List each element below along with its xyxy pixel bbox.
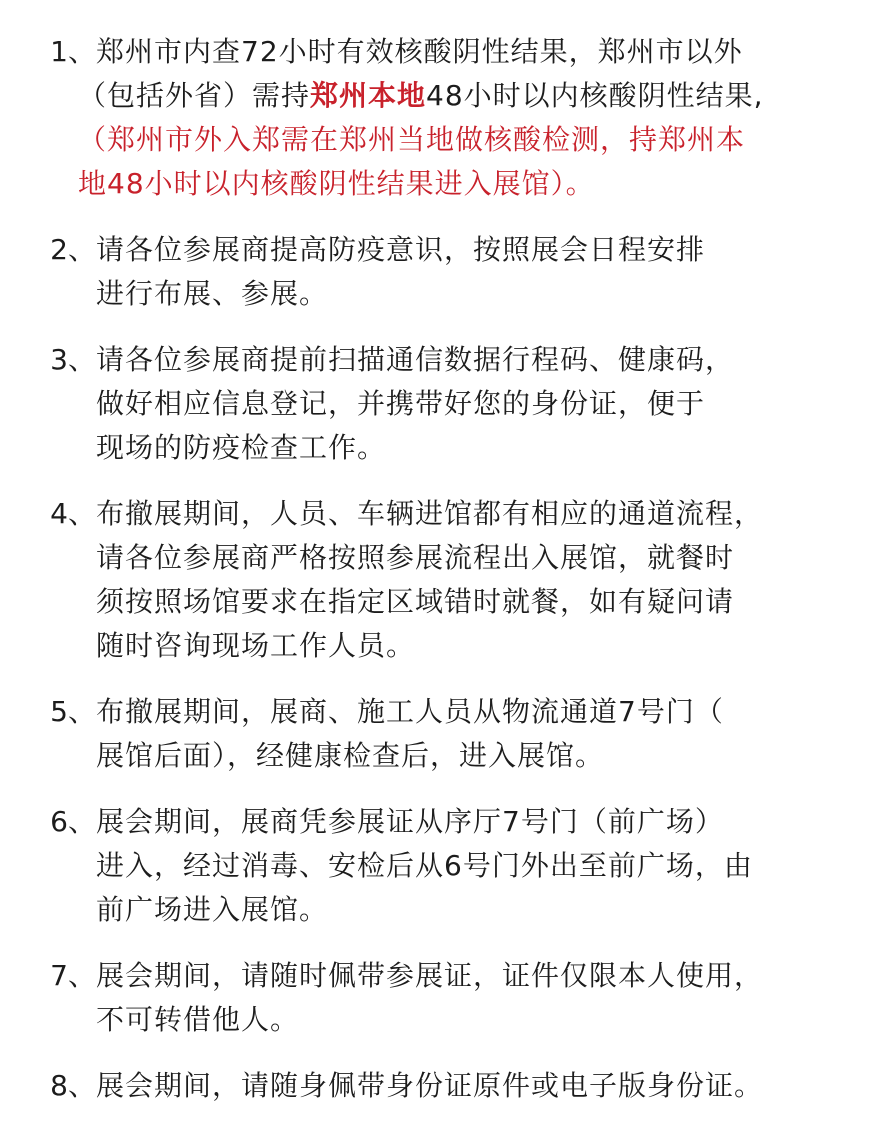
item-text <box>96 228 856 316</box>
item-line: 随时咨询现场工作人员。 <box>96 629 416 662</box>
item-line: 请各位参展商严格按照参展流程出入展馆，就餐时 <box>96 541 735 574</box>
item-number: 8、 <box>50 1069 96 1102</box>
item-line: 展会期间，请随身佩带身份证原件或电子版身份证。 <box>96 1069 764 1102</box>
item-line: 做好相应信息登记，并携带好您的身份证，便于 <box>96 387 706 420</box>
item-number: 7、 <box>50 959 96 992</box>
item-line: 展会期间，请随时佩带参展证，证件仅限本人使用， <box>96 959 764 992</box>
item-line: 须按照场馆要求在指定区域错时就餐，如有疑问请 <box>96 585 735 618</box>
item-number: 1、 <box>50 35 96 68</box>
item-line: 布撤展期间，人员、车辆进馆都有相应的通道流程， <box>96 497 764 530</box>
item-line: 前广场进入展馆。 <box>96 893 329 926</box>
item-line: 不可转借他人。 <box>96 1003 300 1036</box>
item-line-highlight: （郑州市外入郑需在郑州当地做核酸检测，持郑州本 <box>78 123 746 156</box>
list-item <box>0 338 892 470</box>
item-number: 3、 <box>50 343 96 376</box>
item-number: 5、 <box>50 695 96 728</box>
item-line-highlight: 地48小时以内核酸阴性结果进入展馆）。 <box>78 167 595 200</box>
list-item <box>0 228 892 316</box>
notice-list <box>0 30 892 1130</box>
item-text <box>78 30 856 206</box>
item-line: 进行布展、参展。 <box>96 277 329 310</box>
list-item <box>0 690 892 778</box>
highlight-local-text: 郑州本地 <box>310 79 427 112</box>
item-line: 郑州市内查72小时有效核酸阴性结果，郑州市以外 <box>96 35 743 68</box>
item-line: 进入，经过消毒、安检后从6号门外出至前广场，由 <box>96 849 753 882</box>
item-line: 布撤展期间，展商、施工人员从物流通道7号门（ <box>96 695 724 728</box>
item-text <box>96 1064 856 1108</box>
item-text <box>96 800 856 932</box>
list-item <box>0 30 892 206</box>
item-text <box>96 690 856 778</box>
item-text <box>96 492 856 668</box>
item-number: 2、 <box>50 233 96 266</box>
item-number: 4、 <box>50 497 96 530</box>
item-text <box>96 954 856 1042</box>
item-line: 请各位参展商提高防疫意识，按照展会日程安排 <box>96 233 706 266</box>
item-line-segment: （包括外省）需持 <box>78 79 311 112</box>
list-item <box>0 954 892 1042</box>
item-line <box>78 74 856 118</box>
item-line: 请各位参展商提前扫描通信数据行程码、健康码， <box>96 343 735 376</box>
item-line: 展馆后面），经健康检查后，进入展馆。 <box>96 739 605 772</box>
list-item <box>0 492 892 668</box>
item-number: 6、 <box>50 805 96 838</box>
item-line-segment: 48小时以内核酸阴性结果, <box>426 79 764 112</box>
item-line: 现场的防疫检查工作。 <box>96 431 387 464</box>
list-item <box>0 800 892 932</box>
list-item <box>0 1064 892 1108</box>
item-line: 展会期间，展商凭参展证从序厅7号门（前广场） <box>96 805 724 838</box>
item-text <box>96 338 856 470</box>
